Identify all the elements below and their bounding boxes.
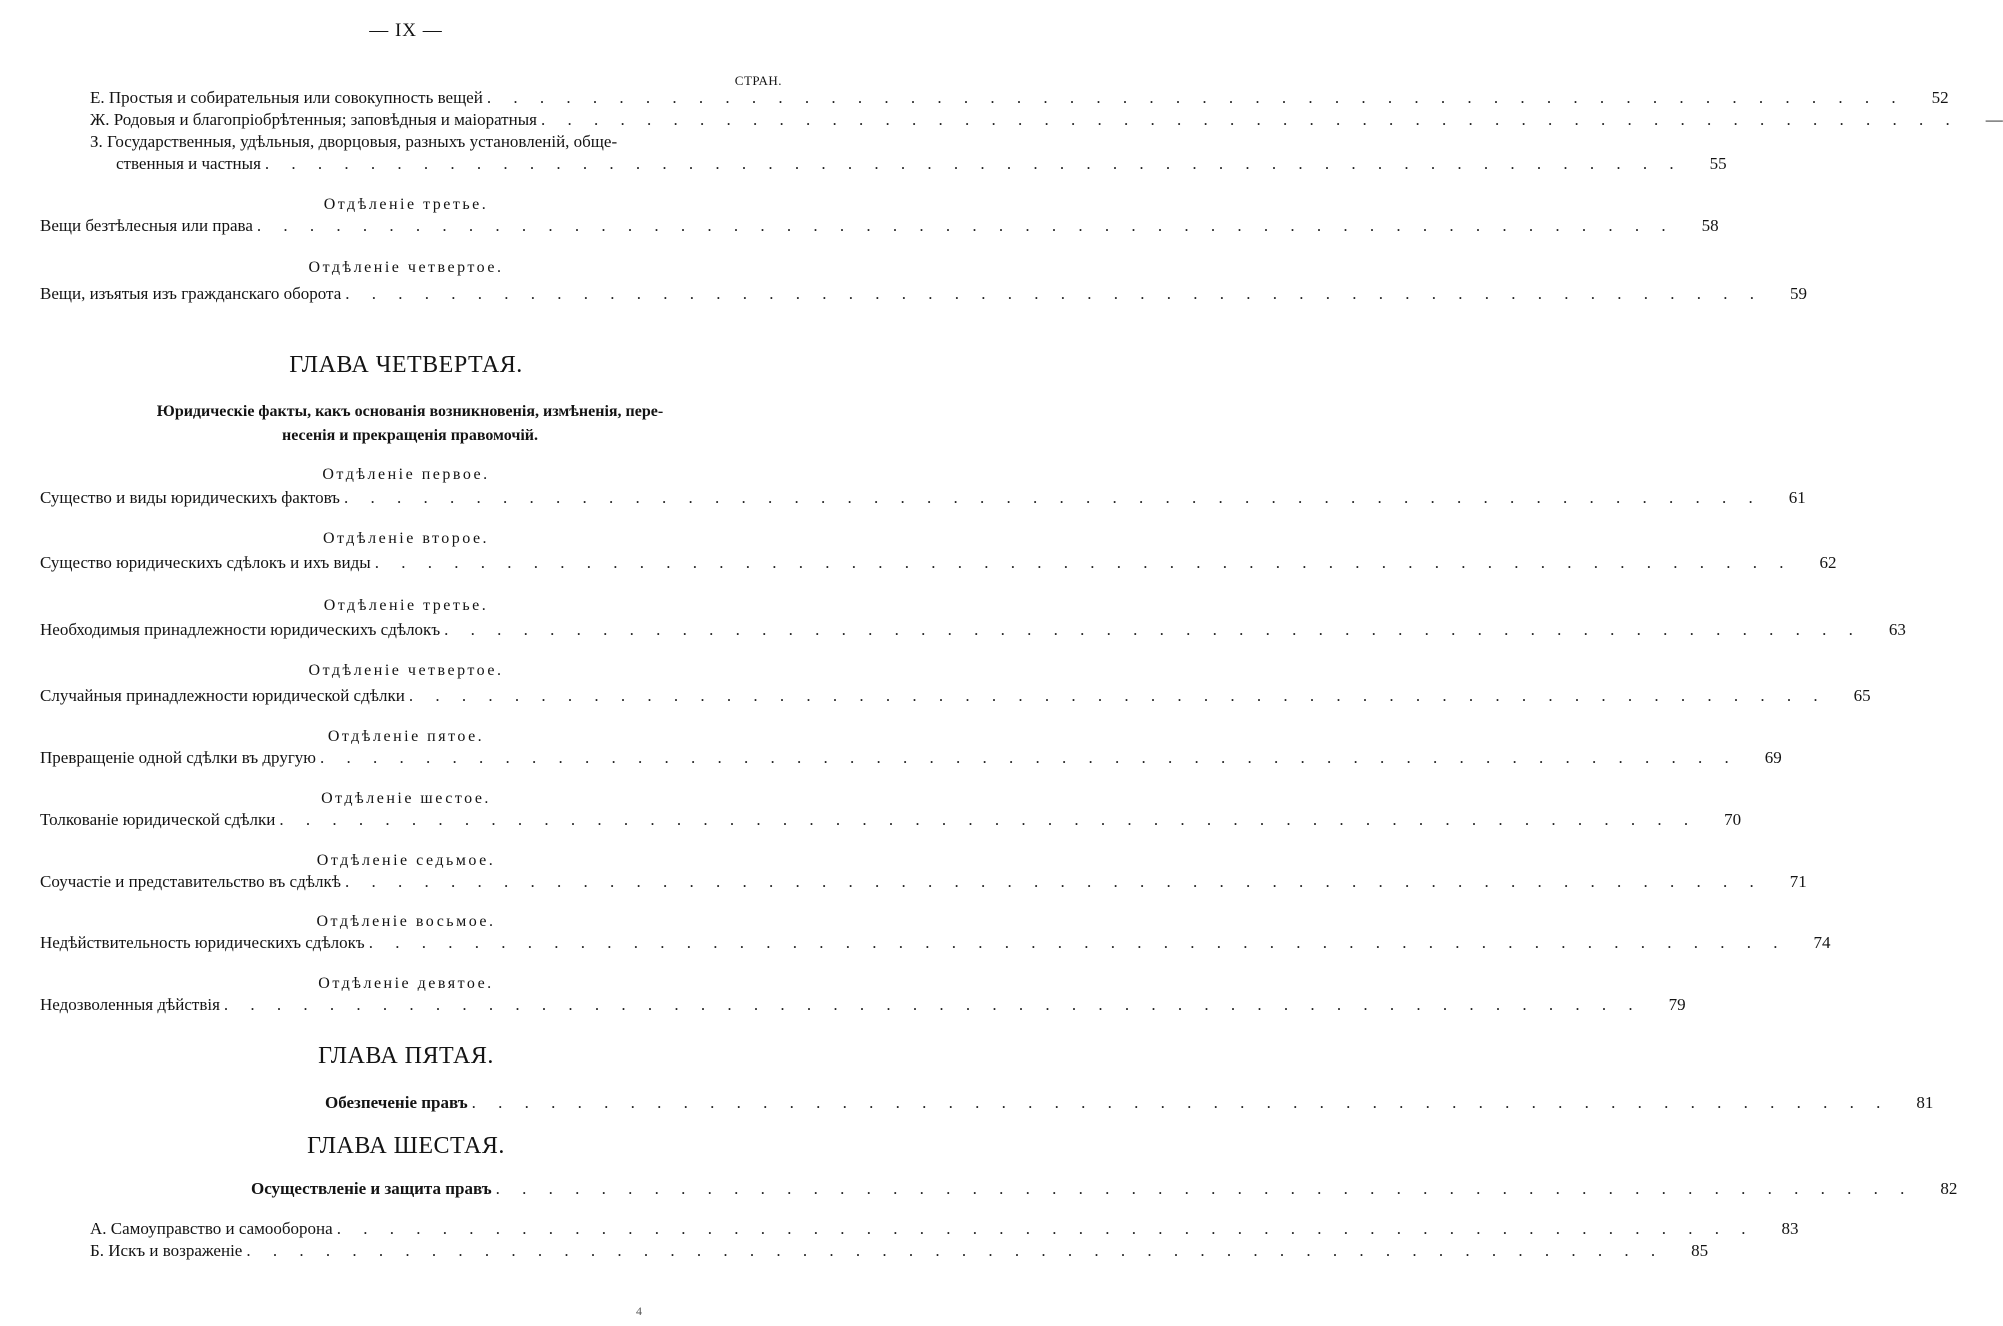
chapter-subtitle	[90, 400, 730, 448]
toc-entry-page: 85	[1691, 1241, 1709, 1260]
leader-dots: . . . . . . . . . . . . . . . . . . . . . . . . . . . . . . . . . . . . . . . . . . . . . . . . . . . . . .	[408, 686, 1827, 705]
section-heading: Отдѣленіе второе.	[322, 530, 490, 547]
toc-entry[interactable]	[40, 685, 1871, 707]
toc-entry-page: —	[1985, 110, 2003, 129]
leader-dots: . . . . . . . . . . . . . . . . . . . . . . . . . . . . . . . . . . . . . . . . . . . . . . . . . . . . . .	[279, 810, 1698, 829]
toc-entry[interactable]	[251, 1178, 1958, 1200]
toc-entry-text: ственныя и частныя	[116, 154, 261, 173]
section-heading: Отдѣленіе седьмое.	[316, 852, 496, 869]
toc-entry-text: Превращеніе одной сдѣлки въ другую	[40, 748, 317, 767]
toc-entry-page: 65	[1853, 686, 1871, 705]
toc-entry-text: Существо и виды юридическихъ фактовъ	[40, 488, 340, 507]
toc-entry-page: 70	[1724, 810, 1742, 829]
toc-entry[interactable]	[90, 1240, 1709, 1262]
chapter-title: ГЛАВА ШЕСТАЯ.	[307, 1133, 505, 1159]
toc-entry-page: 61	[1788, 488, 1806, 507]
toc-entry[interactable]	[40, 552, 1837, 574]
column-header-pages: СТРАН.	[734, 73, 782, 88]
toc-entry[interactable]	[90, 131, 782, 153]
section-heading: Отдѣленіе восьмое.	[316, 913, 496, 930]
toc-entry-page: 79	[1668, 995, 1686, 1014]
chapter-title: ГЛАВА ЧЕТВЕРТАЯ.	[289, 352, 523, 378]
toc-entry[interactable]	[40, 932, 1831, 954]
page-number: — IX —	[369, 20, 443, 41]
leader-dots: . . . . . . . . . . . . . . . . . . . . . . . . . . . . . . . . . . . . . . . . . . . . . . . . . . . . . .	[246, 1241, 1665, 1260]
leader-dots: . . . . . . . . . . . . . . . . . . . . . . . . . . . . . . . . . . . . . . . . . . . . . . . . . . . . . .	[223, 995, 1642, 1014]
leader-dots: . . . . . . . . . . . . . . . . . . . . . . . . . . . . . . . . . . . . . . . . . . . . . . . . . . . . . .	[444, 620, 1862, 639]
section-heading: Отдѣленіе пятое.	[327, 728, 485, 745]
leader-dots: . . . . . . . . . . . . . . . . . . . . . . . . . . . . . . . . . . . . . . . . . . . . . . . . . . . . . .	[264, 154, 1683, 173]
toc-entry[interactable]	[40, 747, 1782, 769]
toc-entry-text: Необходимыя принадлежности юридическихъ сдѣлокъ	[40, 620, 441, 639]
chapter-title: ГЛАВА ПЯТАЯ.	[318, 1043, 494, 1069]
leader-dots: . . . . . . . . . . . . . . . . . . . . . . . . . . . . . . . . . . . . . . . . . . . . . . . . . . . . . .	[345, 284, 1763, 303]
toc-entry[interactable]	[90, 109, 2003, 131]
toc-entry-text: Обезпеченіе правъ	[325, 1093, 468, 1112]
leader-dots: . . . . . . . . . . . . . . . . . . . . . . . . . . . . . . . . . . . . . . . . . . . . . . . . . . . . . .	[540, 110, 1959, 129]
leader-dots: . . . . . . . . . . . . . . . . . . . . . . . . . . . . . . . . . . . . . . . . . . . . . . . . . . . . . .	[374, 553, 1793, 572]
leader-dots: . . . . . . . . . . . . . . . . . . . . . . . . . . . . . . . . . . . . . . . . . . . . . . . . . . . . . .	[471, 1093, 1890, 1112]
toc-entry-page: 58	[1701, 216, 1719, 235]
toc-entry-page: 62	[1819, 553, 1837, 572]
chapter-subtitle-line: несенія и прекращенія правомочій.	[281, 427, 539, 444]
section-heading: Отдѣленіе четвертое.	[308, 259, 504, 276]
toc-entry-page: 82	[1940, 1179, 1958, 1198]
toc-entry-text: З. Государственныя, удѣльныя, дворцовыя, разныхъ установленій, обще-	[90, 132, 618, 151]
leader-dots: . . . . . . . . . . . . . . . . . . . . . . . . . . . . . . . . . . . . . . . . . . . . . . . . . . . . . .	[368, 933, 1787, 952]
chapter-subtitle-line: Юридическіе факты, какъ основанія возникновенія, измѣненія, пере-	[156, 403, 664, 420]
toc-entry[interactable]	[90, 1218, 1799, 1240]
section-heading: Отдѣленіе четвертое.	[308, 662, 504, 679]
toc-entry-page: 81	[1916, 1093, 1934, 1112]
toc-entry-page: 59	[1790, 284, 1807, 303]
leader-dots: . . . . . . . . . . . . . . . . . . . . . . . . . . . . . . . . . . . . . . . . . . . . . . . . . . . . . .	[343, 488, 1762, 507]
leader-dots: . . . . . . . . . . . . . . . . . . . . . . . . . . . . . . . . . . . . . . . . . . . . . . . . . . . . . .	[495, 1179, 1914, 1198]
toc-entry-text: Вещи, изъятыя изъ гражданскаго оборота	[40, 284, 342, 303]
toc-entry[interactable]	[40, 283, 1807, 305]
toc-entry[interactable]	[40, 487, 1806, 509]
toc-entry-text: Б. Искъ и возраженіе	[90, 1241, 243, 1260]
toc-entry-page: 74	[1813, 933, 1831, 952]
leader-dots: . . . . . . . . . . . . . . . . . . . . . . . . . . . . . . . . . . . . . . . . . . . . . . . . . . . . . .	[486, 88, 1905, 107]
toc-entry[interactable]	[40, 871, 1807, 893]
toc-entry-text: А. Самоуправство и самооборона	[90, 1219, 333, 1238]
toc-entry[interactable]	[90, 87, 1949, 109]
section-heading: Отдѣленіе шестое.	[321, 790, 491, 807]
toc-entry-page: 69	[1764, 748, 1782, 767]
toc-entry-text: Ж. Родовыя и благопріобрѣтенныя; заповѣдныя и маіоратныя	[90, 110, 537, 129]
leader-dots: . . . . . . . . . . . . . . . . . . . . . . . . . . . . . . . . . . . . . . . . . . . . . . . . . . . . . .	[256, 216, 1675, 235]
toc-entry-text: Вещи безтѣлесныя или права	[40, 216, 253, 235]
leader-dots: . . . . . . . . . . . . . . . . . . . . . . . . . . . . . . . . . . . . . . . . . . . . . . . . . . . . . .	[336, 1219, 1755, 1238]
toc-entry-text: Существо юридическихъ сдѣлокъ и ихъ виды	[40, 553, 371, 572]
section-heading: Отдѣленіе девятое.	[318, 975, 494, 992]
toc-entry[interactable]	[325, 1092, 1934, 1114]
toc-entry-page: 83	[1781, 1219, 1799, 1238]
toc-entry[interactable]	[40, 994, 1686, 1016]
toc-entry[interactable]	[40, 215, 1719, 237]
toc-entry-page: 71	[1789, 872, 1807, 891]
toc-entry[interactable]	[40, 809, 1742, 831]
toc-entry-text: Толкованіе юридической сдѣлки	[40, 810, 276, 829]
toc-entry-text: Соучастіе и представительство въ сдѣлкѣ	[40, 872, 341, 891]
toc-entry[interactable]	[40, 619, 1906, 641]
toc-entry-page: 55	[1709, 154, 1727, 173]
toc-entry-page: 52	[1931, 88, 1949, 107]
toc-entry-text: Недѣйствительность юридическихъ сдѣлокъ	[40, 933, 365, 952]
toc-entry-page: 63	[1888, 620, 1906, 639]
section-heading: Отдѣленіе третье.	[323, 597, 489, 614]
toc-entry[interactable]	[116, 153, 1727, 175]
leader-dots: . . . . . . . . . . . . . . . . . . . . . . . . . . . . . . . . . . . . . . . . . . . . . . . . . . . . . .	[320, 748, 1738, 767]
signature-mark: 4	[636, 1304, 642, 1318]
leader-dots: . . . . . . . . . . . . . . . . . . . . . . . . . . . . . . . . . . . . . . . . . . . . . . . . . . . . . .	[344, 872, 1763, 891]
section-heading: Отдѣленіе первое.	[322, 466, 490, 483]
toc-entry-text: Осуществленіе и защита правъ	[251, 1179, 492, 1198]
toc-entry-text: Недозволенныя дѣйствія	[40, 995, 220, 1014]
toc-entry-text: Е. Простыя и собирательныя или совокупность вещей	[90, 88, 483, 107]
toc-entry-text: Случайныя принадлежности юридической сдѣлки	[40, 686, 405, 705]
section-heading: Отдѣленіе третье.	[323, 196, 489, 213]
